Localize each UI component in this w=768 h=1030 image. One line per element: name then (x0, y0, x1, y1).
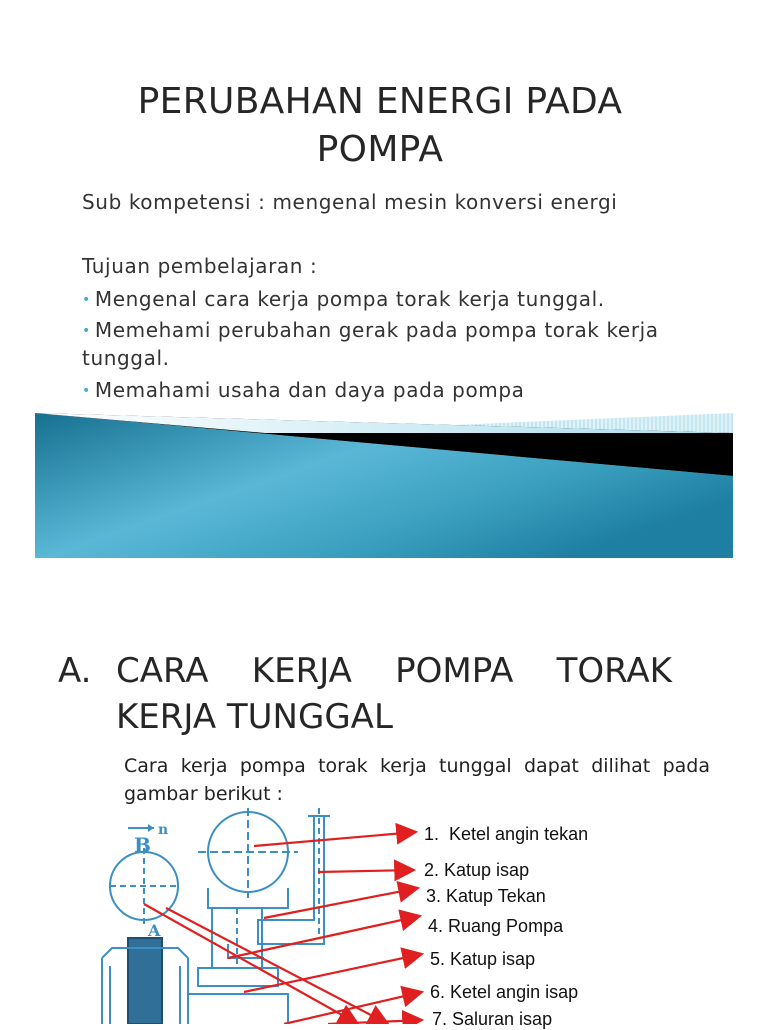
bullet-item (82, 376, 712, 407)
diagram-letter-n: n (158, 822, 169, 838)
bullet-text: Memehami perubahan gerak pada pompa torak kerja (94, 318, 659, 342)
tujuan-heading: Tujuan pembelajaran : (82, 254, 318, 278)
bullet-item (82, 316, 712, 347)
intro-paragraph: Cara kerja pompa torak kerja tunggal dapat dilihat pada gambar berikut : (124, 755, 710, 805)
sub-kompetensi: Sub kompetensi : mengenal mesin konversi energi (82, 190, 618, 214)
bullet-continuation: tunggal. (82, 346, 170, 370)
bullet-dot-icon: • (82, 292, 91, 308)
arrow-2 (318, 870, 414, 872)
bullet-text: Memahami usaha dan daya pada pompa (94, 378, 525, 402)
pump-cylinder (128, 938, 162, 1024)
section-word: TORAK (556, 651, 672, 691)
diagram-label: 1. Ketel angin tekan (424, 824, 589, 844)
slide-title-line1: PERUBAHAN ENERGI PADA (137, 81, 623, 122)
diagram-letter-a: A (148, 921, 161, 940)
section-word: POMPA (395, 651, 514, 691)
slide-title (60, 78, 700, 174)
arrow-7 (328, 1020, 422, 1024)
diagram-label: 3. Katup Tekan (426, 886, 546, 906)
section-word: CARA (116, 651, 209, 691)
delivery-pipe (258, 816, 324, 944)
diagram-label: 4. Ruang Pompa (428, 916, 564, 936)
pump-diagram (88, 808, 768, 1029)
arrow-8 (144, 904, 358, 1024)
section-title-line2: KERJA TUNGGAL (116, 697, 393, 737)
section-letter: A. (58, 651, 92, 691)
section-word: KERJA (251, 651, 352, 691)
arrow-5 (244, 954, 422, 992)
slide-title-line2: POMPA (316, 129, 444, 170)
bullet-dot-icon: • (82, 383, 91, 399)
bullet-text: Mengenal cara kerja pompa torak kerja tunggal. (94, 287, 605, 311)
section-title-line1 (116, 648, 672, 694)
diagram-letter-b: B (134, 833, 151, 857)
diagram-label: 7. Saluran isap (432, 1009, 553, 1029)
decorative-banner (35, 413, 733, 558)
diagram-label: 5. Katup isap (430, 949, 536, 969)
diagram-label: 6. Ketel angin isap (430, 982, 579, 1002)
bullet-item (82, 285, 712, 316)
bullet-dot-icon: • (82, 323, 91, 339)
arrow-1 (254, 832, 416, 846)
rotation-arrowhead-icon (148, 824, 154, 832)
arrow-6 (284, 992, 422, 1024)
arrow-9 (166, 908, 388, 1024)
diagram-label: 2. Katup isap (424, 860, 530, 880)
